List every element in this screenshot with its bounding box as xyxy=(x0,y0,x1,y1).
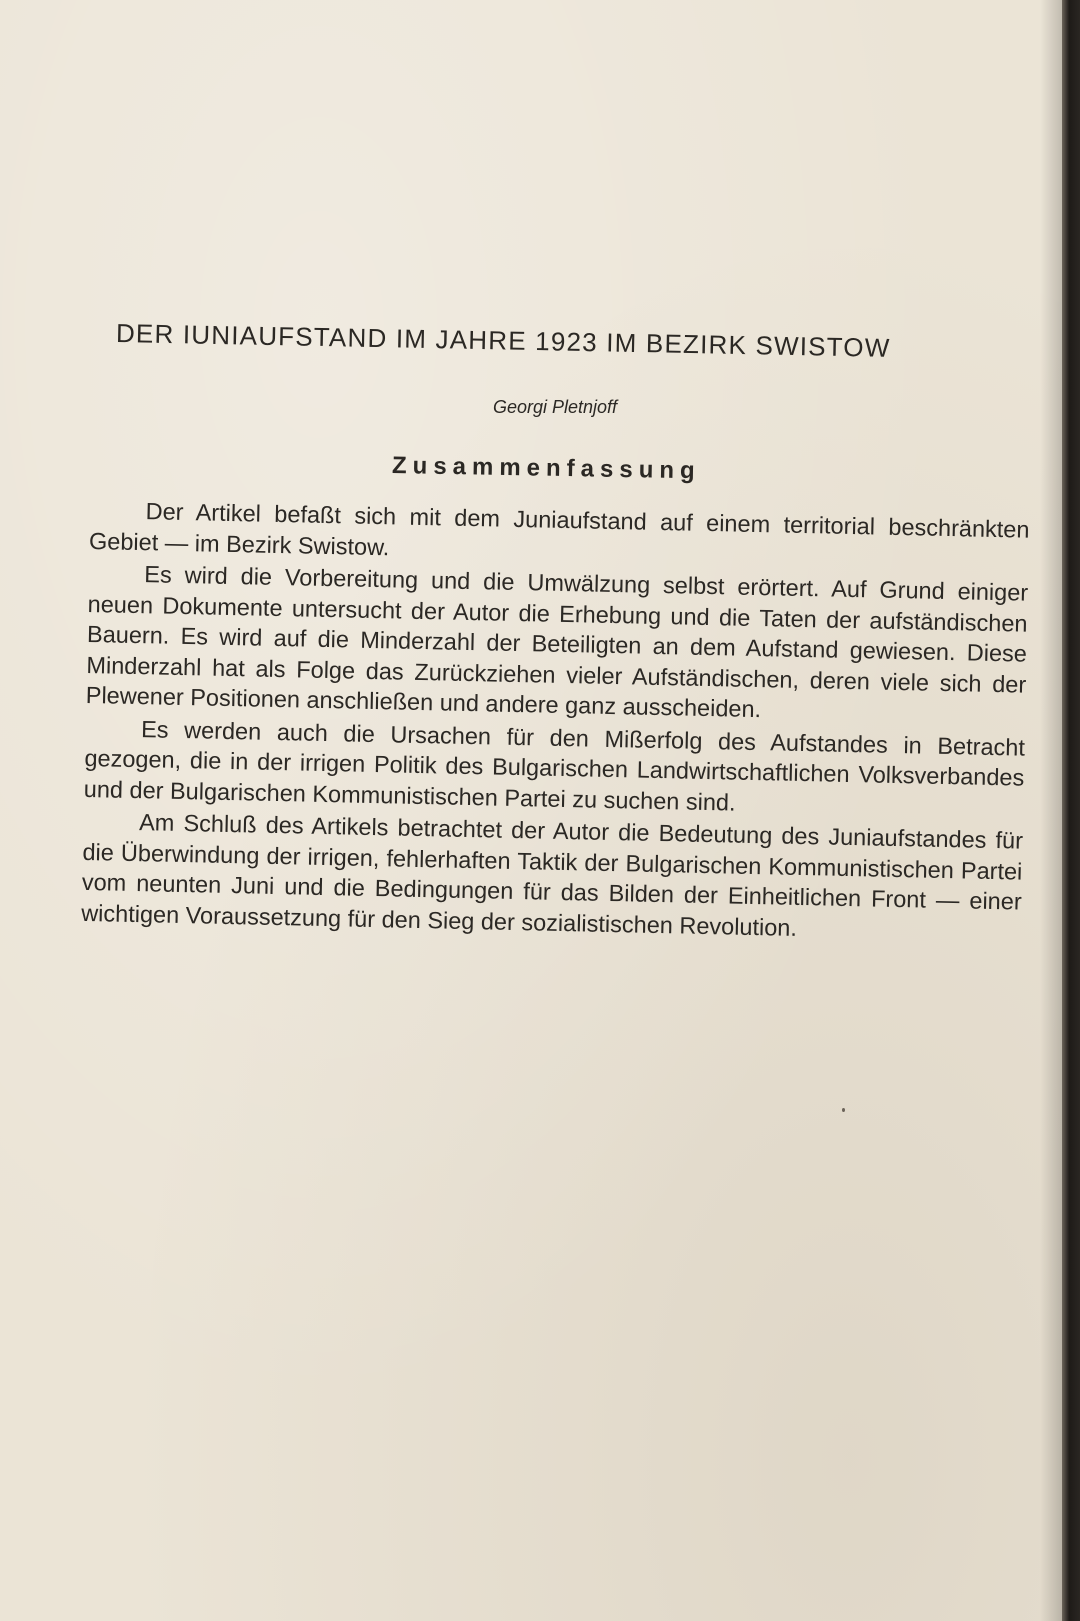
page-edge-shadow xyxy=(1040,0,1062,1621)
article-author: Georgi Pletnjoff xyxy=(492,397,618,417)
summary-heading: Zusammenfassung xyxy=(391,452,701,485)
summary-paragraph: Am Schluß des Artikels betrachtet der Autor die Bedeutung des Juniaufstandes für die Überwindung der irrigen, fehlerhaften Taktik der Bulgarischen Kommunistischen Partei vom neunten Juni und die Bedingungen für das Bilden der Einheitlichen Front — einer wichtigen Voraussetzung für den Sieg der sozialistischen Revolution. xyxy=(80,809,1024,941)
summary-paragraph: Es werden auch die Ursachen für den Mißerfolg des Aufstandes in Betracht gezogen, die in der irrigen Politik des Bulgarischen Landwirtschaftlichen Volksverbandes und der Bulgarischen Kommunistischen Partei zu suchen sind. xyxy=(83,715,1026,816)
summary-paragraph: Es wird die Vorbereitung und die Umwälzung selbst erörtert. Auf Grund einiger neuen Dokumente untersucht der Autor die Erhebung und die Taten der aufständischen Bauern. Es wird auf die Minderzahl der Beteiligten an dem Aufstand gewiesen. Diese Minderzahl hat als Folge das Zurückziehen vieler Aufständischen, deren viele sich der Plewener Positionen anschließen und andere ganz ausscheiden. xyxy=(85,561,1029,723)
summary-body xyxy=(81,495,1030,950)
summary-paragraph: Der Artikel befaßt sich mit dem Juniaufstand auf einem territorial beschränkten Gebiet — im Bezirk Swistow. xyxy=(88,498,1030,560)
book-spine xyxy=(1062,0,1080,1621)
article-title: DER IUNIAUFSTAND IM JAHRE 1923 IM BEZIRK SWISTOW xyxy=(115,318,891,363)
ink-speck xyxy=(842,1108,845,1112)
